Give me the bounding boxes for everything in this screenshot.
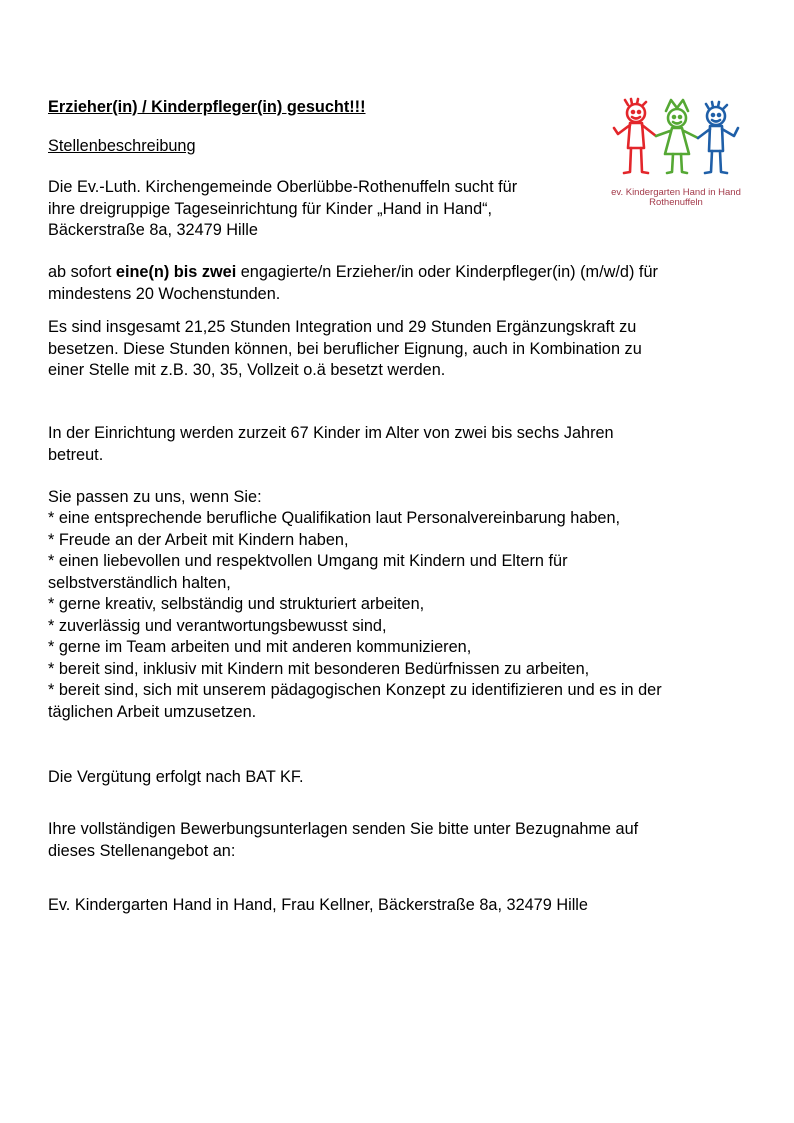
list-item: * bereit sind, inklusiv mit Kindern mit besonderen Bedürfnissen zu arbeiten,: [48, 659, 590, 678]
logo-caption-location: Rothenuffeln: [649, 197, 703, 208]
requirements-list: [48, 508, 662, 723]
logo-caption: ev. Kindergarten Hand in Hand: [611, 187, 741, 198]
green-child-figure: [656, 100, 698, 173]
list-item: * eine entsprechende berufliche Qualifikation laut Personalvereinbarung haben,: [48, 509, 621, 527]
requirements-intro: Sie passen zu uns, wenn Sie:: [48, 488, 262, 506]
text-line: einer Stelle mit z.B. 30, 35, Vollzeit o.ä besetzt werden.: [48, 361, 446, 379]
blue-child-figure: [698, 102, 738, 173]
list-item: * bereit sind, sich mit unserem pädagogischen Konzept zu identifizieren und es in der: [48, 681, 662, 699]
application-paragraph: [48, 819, 638, 862]
text-line: ihre dreigruppige Tageseinrichtung für Kinder „Hand in Hand“,: [48, 199, 493, 218]
facility-paragraph: [48, 423, 614, 466]
contact-address: Ev. Kindergarten Hand in Hand, Frau Kellner, Bäckerstraße 8a, 32479 Hille: [48, 896, 588, 914]
text-line: Die Ev.-Luth. Kirchengemeinde Oberlübbe-Rothenuffeln sucht für: [48, 178, 518, 196]
text-line: mindestens 20 Wochenstunden.: [48, 284, 281, 303]
page-title: Erzieher(in) / Kinderpfleger(in) gesucht!!!: [48, 98, 366, 116]
bold-text: eine(n) bis zwei: [115, 263, 237, 281]
list-item: täglichen Arbeit umzusetzen.: [48, 702, 257, 721]
list-item: * gerne im Team arbeiten und mit anderen kommunizieren,: [48, 638, 472, 656]
red-child-figure: [614, 99, 656, 173]
hours-paragraph: [48, 317, 642, 382]
list-item: * gerne kreativ, selbständig und strukturiert arbeiten,: [48, 595, 425, 613]
text-line: dieses Stellenangebot an:: [48, 841, 236, 860]
text-line: betreut.: [48, 445, 104, 464]
section-heading: Stellenbeschreibung: [48, 137, 196, 155]
text-line: besetzen. Diese Stunden können, bei beruflicher Eignung, auch in Kombination zu: [48, 339, 642, 358]
intro-paragraph: [48, 177, 517, 242]
text-run: ab sofort: [48, 263, 116, 281]
text-line: In der Einrichtung werden zurzeit 67 Kinder im Alter von zwei bis sechs Jahren: [48, 424, 614, 442]
salary-paragraph: Die Vergütung erfolgt nach BAT KF.: [48, 768, 304, 786]
list-item: * einen liebevollen und respektvollen Umgang mit Kindern und Eltern für: [48, 552, 568, 570]
list-item: * Freude an der Arbeit mit Kindern haben,: [48, 530, 349, 549]
text-line: Es sind insgesamt 21,25 Stunden Integration und 29 Stunden Ergänzungskraft zu: [48, 318, 637, 336]
text-line: Bäckerstraße 8a, 32479 Hille: [48, 221, 258, 239]
list-item: selbstverständlich halten,: [48, 573, 231, 592]
text-line: [48, 262, 658, 284]
list-item: * zuverlässig und verantwortungsbewusst sind,: [48, 616, 387, 635]
text-run: engagierte/n Erzieher/in oder Kinderpfleger(in) (m/w/d) für: [236, 263, 658, 281]
position-paragraph: [48, 262, 658, 305]
text-line: Ihre vollständigen Bewerbungsunterlagen senden Sie bitte unter Bezugnahme auf: [48, 820, 639, 838]
